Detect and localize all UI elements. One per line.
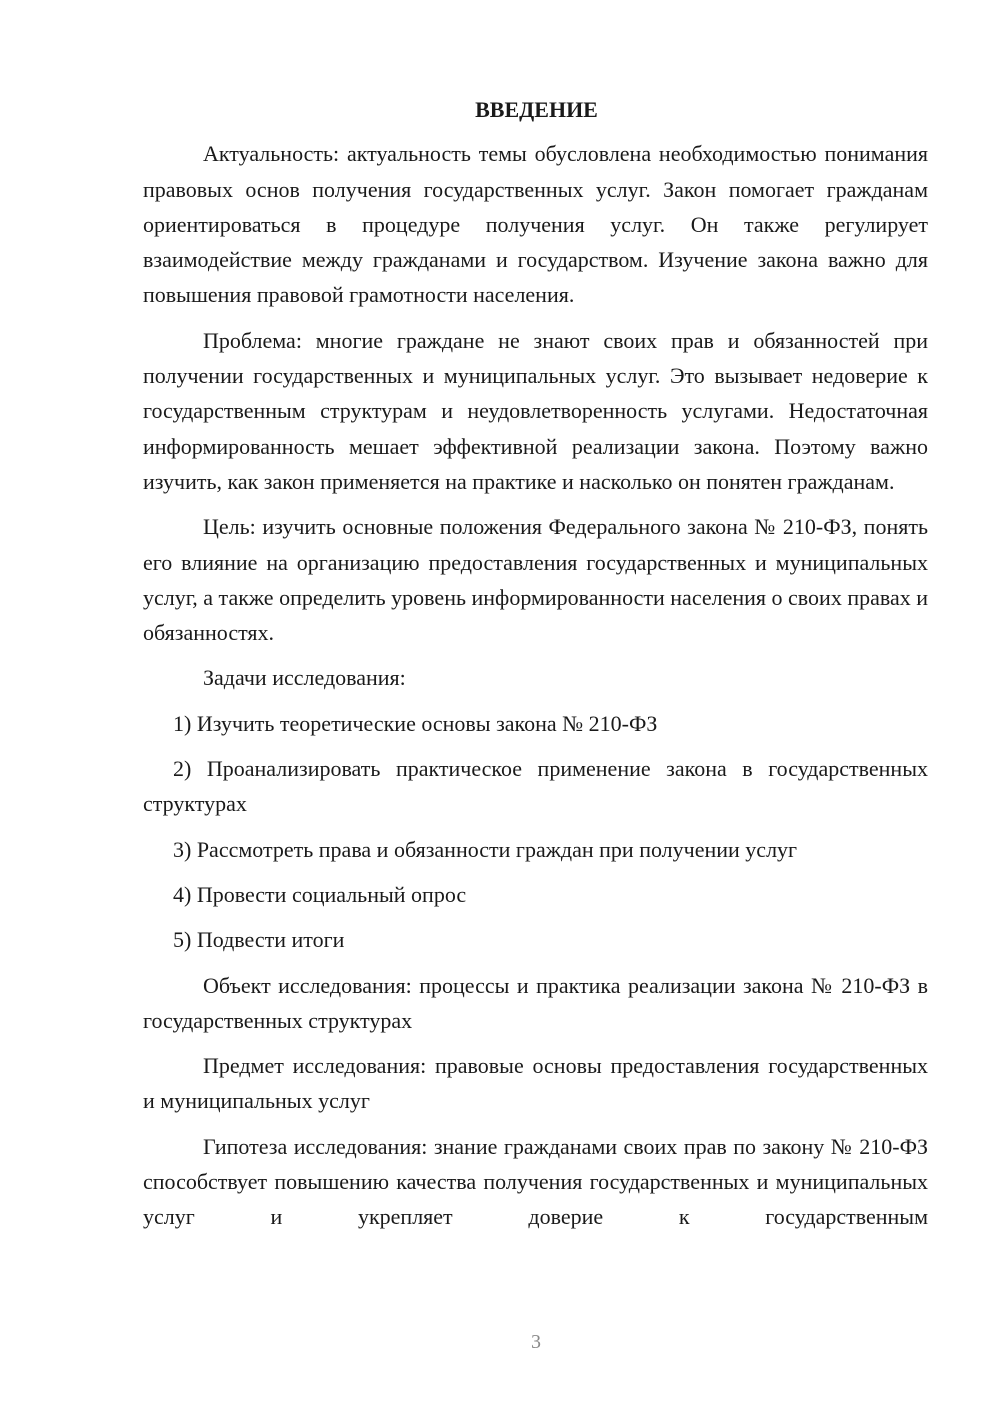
goal-paragraph: Цель: изучить основные положения Федерального закона № 210-ФЗ, понять его влияние на организацию предоставления государственных и муниципальных услуг, а также определить уровень информированности населения о своих правах и обязанностях. bbox=[143, 514, 928, 646]
subject-paragraph: Предмет исследования: правовые основы предоставления государственных и муниципальных услуг bbox=[143, 1053, 928, 1114]
task-item: 4) Провести социальный опрос bbox=[173, 881, 467, 907]
object-paragraph: Объект исследования: процессы и практика реализации закона № 210-ФЗ в государственных структурах bbox=[143, 972, 928, 1033]
task-item: 2) Проанализировать практическое применение закона в государственных структурах bbox=[143, 756, 928, 817]
hypothesis-paragraph: Гипотеза исследования: знание гражданами своих прав по закону № 210-ФЗ способствует повышению качества получения государственных и муниципальных услуг и укрепляет доверие к государственным bbox=[143, 1133, 928, 1230]
page-body bbox=[143, 92, 928, 1245]
page-number: 3 bbox=[531, 1331, 541, 1353]
problem-paragraph: Проблема: многие граждане не знают своих прав и обязанностей при получении государственных и муниципальных услуг. Это вызывает недоверие к государственным структурам и неудовлетворенность услугами. Недостаточная информированность мешает эффективной реализации закона. Поэтому важно изучить, как закон применяется на практике и насколько он понятен гражданам. bbox=[143, 327, 928, 494]
section-heading: ВВЕДЕНИЕ bbox=[475, 97, 598, 122]
tasks-title: Задачи исследования: bbox=[203, 665, 406, 691]
relevance-paragraph: Актуальность: актуальность темы обусловлена необходимостью понимания правовых основ получения государственных услуг. Закон помогает гражданам ориентироваться в процедуре получения услуг. Он также регулирует взаимодействие между гражданами и государством. Изучение закона важно для повышения правовой грамотности населения. bbox=[143, 141, 928, 308]
task-item: 3) Рассмотреть права и обязанности граждан при получении услуг bbox=[173, 836, 798, 862]
task-item: 1) Изучить теоретические основы закона № 210-ФЗ bbox=[173, 710, 658, 736]
task-item: 5) Подвести итоги bbox=[173, 927, 345, 953]
